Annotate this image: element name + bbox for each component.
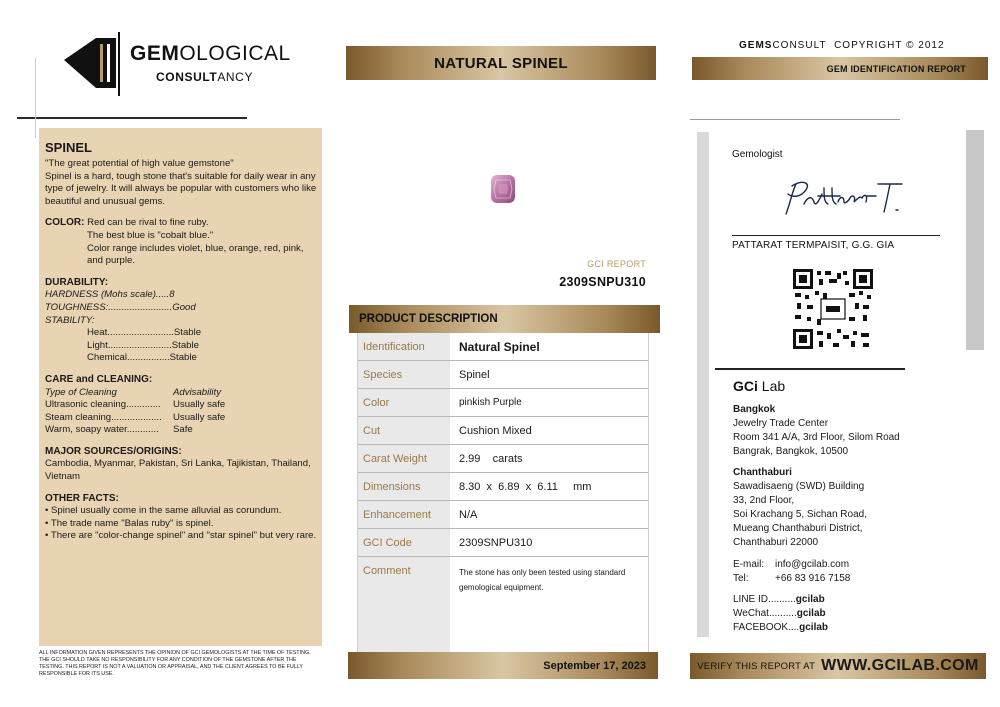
- facebook-value[interactable]: gcilab: [799, 622, 829, 633]
- logo-mark-icon: [62, 32, 122, 96]
- fact-item: • Spinel usually come in the same alluvial as corundum.: [45, 505, 282, 517]
- chanthaburi-address: [733, 466, 867, 550]
- address-line: Sawadisaeng (SWD) Building: [733, 481, 865, 492]
- care-row: Warm, soapy water............ Safe: [45, 424, 193, 436]
- care-label: CARE and CLEANING:: [45, 373, 153, 385]
- wechat-value[interactable]: gcilab: [796, 608, 826, 619]
- sources-section: [45, 446, 317, 484]
- care-row: Ultrasonic cleaning............. Usually safe: [45, 399, 226, 411]
- stability-heat: Heat.........................Stable: [87, 327, 202, 339]
- spinel-info-panel: [39, 128, 322, 646]
- care-section: [45, 374, 317, 437]
- signature: [778, 174, 908, 222]
- gci-report-number: 2309SNPU310: [559, 275, 646, 289]
- tel-label: Tel:: [733, 573, 749, 584]
- bangkok-address: [733, 403, 900, 459]
- durability-label: DURABILITY:: [45, 276, 109, 288]
- info-tagline: "The great potential of high value gemstone": [45, 158, 234, 169]
- row-key: Dimensions: [358, 473, 450, 500]
- table-row: [358, 445, 648, 473]
- disclaimer: ALL INFORMATION GIVEN REPRESENTS THE OPINION OF GCI GEMOLOGISTS AT THE TIME OF TESTING. THE GCI SHOULD TAKE NO RESPONSIBILITY FOR ANY CONDITION OF THE GEMSTONE AFTER THE TESTING. THIS REPORT IS NOT A VALUATION OR APPRAISAL, AND THE CLIENT AGREES TO BE FULLY RESPONSIBLE FOR ITS USE.: [39, 650, 311, 677]
- address-line: Chanthaburi 22000: [733, 537, 819, 548]
- bangkok-title: Bangkok: [733, 404, 776, 415]
- row-value: The stone has only been tested using standard gemological equipment.: [459, 568, 626, 592]
- sources-label: MAJOR SOURCES/ORIGINS:: [45, 445, 182, 457]
- wechat-label: WeChat..........: [733, 608, 797, 619]
- product-description-label: PRODUCT DESCRIPTION: [359, 313, 498, 325]
- left-vertical-rule: [35, 58, 36, 138]
- row-key: Identification: [358, 333, 450, 360]
- gem-identification-label: GEM IDENTIFICATION REPORT: [826, 63, 966, 74]
- email-link[interactable]: info@gcilab.com: [775, 559, 850, 570]
- chanthaburi-title: Chanthaburi: [733, 467, 792, 478]
- row-key: GCI Code: [358, 529, 450, 556]
- stability-label: STABILITY:: [45, 314, 95, 326]
- color-line2: The best blue is "cobalt blue.": [87, 229, 214, 241]
- verify-bar: [690, 653, 986, 679]
- row-key: Cut: [358, 417, 450, 444]
- report-title-bar: [346, 46, 656, 80]
- durability-section: [45, 277, 317, 365]
- table-row: [358, 333, 648, 361]
- gci-report-label: GCI REPORT: [587, 259, 646, 269]
- logo-brand: GEMOLOGICAL: [130, 42, 291, 65]
- table-row: [358, 557, 648, 652]
- care-header: Type of Cleaning Advisability: [45, 386, 221, 398]
- address-line: Bangrak, Bangkok, 10500: [733, 446, 849, 457]
- product-description-header: [349, 305, 660, 333]
- company-logo: [62, 32, 302, 96]
- fact-item: • There are "color-change spinel" and "star spinel" but very rare.: [45, 530, 317, 542]
- address-line: 33, 2nd Floor,: [733, 495, 795, 506]
- row-value: 2309SNPU310: [459, 536, 533, 549]
- facts-label: OTHER FACTS:: [45, 492, 119, 504]
- contact-info: [733, 558, 850, 586]
- product-description-table: [357, 333, 649, 652]
- info-title: SPINEL: [45, 140, 92, 155]
- address-line: Mueang Chanthaburi District,: [733, 523, 863, 534]
- facebook-label: FACEBOOK....: [733, 622, 800, 633]
- sources-list: Cambodia, Myanmar, Pakistan, Sri Lanka, Tajikistan, Thailand, Vietnam: [45, 458, 311, 483]
- lab-title: GCi Lab: [733, 378, 786, 394]
- gemsconsult-copyright: GEMSCONSULT COPYRIGHT © 2012: [739, 40, 945, 51]
- row-key: Carat Weight: [358, 445, 450, 472]
- left-divider: [17, 117, 247, 119]
- logo-subtitle: CONSULTANCY: [156, 70, 254, 84]
- email-label: E-mail:: [733, 559, 765, 570]
- table-row: [358, 473, 648, 501]
- gemologist-name: PATTARAT TERMPAISIT, G.G. GIA: [732, 240, 895, 251]
- row-value: pinkish Purple: [459, 397, 522, 408]
- table-row: [358, 529, 648, 557]
- row-value: 8.30 x 6.89 x 6.11 mm: [459, 480, 592, 493]
- right-top-divider: [690, 119, 900, 120]
- signature-line: [732, 235, 940, 236]
- stability-light: Light........................Stable: [87, 339, 199, 351]
- row-key: Species: [358, 361, 450, 388]
- hardness: HARDNESS (Mohs scale).....8: [45, 289, 175, 301]
- address-line: Soi Krachang 5, Sichan Road,: [733, 509, 867, 520]
- row-key: Enhancement: [358, 501, 450, 528]
- row-value: Natural Spinel: [459, 339, 540, 354]
- verify-label: VERIFY THIS REPORT AT: [697, 660, 816, 672]
- table-row: [358, 417, 648, 445]
- row-value: Spinel: [459, 368, 490, 381]
- social-info: [733, 593, 828, 635]
- color-section: [45, 217, 317, 267]
- row-key: Comment: [358, 557, 450, 652]
- care-row: Steam cleaning................... Usually safe: [45, 411, 226, 423]
- stability-chemical: Chemical................Stable: [87, 352, 197, 364]
- tel-value[interactable]: +66 83 916 7158: [775, 573, 851, 584]
- gem-image: [490, 174, 516, 204]
- right-side-stripe-right: [966, 130, 984, 350]
- toughness: TOUGHNESS:........................Good: [45, 301, 196, 313]
- right-side-stripe-left: [697, 132, 709, 637]
- info-intro: Spinel is a hard, tough stone that's suitable for daily wear in any type of jewelry. It will always be popular with customers who like beautiful and unusual gems.: [45, 170, 317, 207]
- color-line3: Color range includes violet, blue, orange, red, pink, and purple.: [87, 242, 304, 267]
- table-row: [358, 361, 648, 389]
- lab-divider: [715, 368, 905, 370]
- gemologist-label: Gemologist: [732, 149, 783, 160]
- row-value: Cushion Mixed: [459, 424, 532, 437]
- address-line: Jewelry Trade Center: [733, 418, 829, 429]
- fact-item: • The trade name "Balas ruby" is spinel.: [45, 517, 214, 529]
- report-date: September 17, 2023: [543, 659, 646, 672]
- report-title: NATURAL SPINEL: [434, 54, 568, 72]
- row-key: Color: [358, 389, 450, 416]
- gem-identification-bar: [692, 57, 988, 80]
- row-value: N/A: [459, 508, 478, 521]
- color-line1: Red can be rival to fine ruby.: [87, 217, 209, 229]
- table-row: [358, 389, 648, 417]
- color-label: COLOR:: [45, 217, 85, 229]
- line-label: LINE ID..........: [733, 594, 796, 605]
- table-row: [358, 501, 648, 529]
- report-date-bar: [348, 652, 658, 679]
- row-value: 2.99 carats: [459, 452, 523, 465]
- facts-section: [45, 493, 317, 543]
- qr-code[interactable]: [793, 269, 873, 349]
- verify-url-link[interactable]: WWW.GCILAB.COM: [821, 657, 979, 674]
- line-value[interactable]: gcilab: [795, 594, 825, 605]
- address-line: Room 341 A/A, 3rd Floor, Silom Road: [733, 432, 900, 443]
